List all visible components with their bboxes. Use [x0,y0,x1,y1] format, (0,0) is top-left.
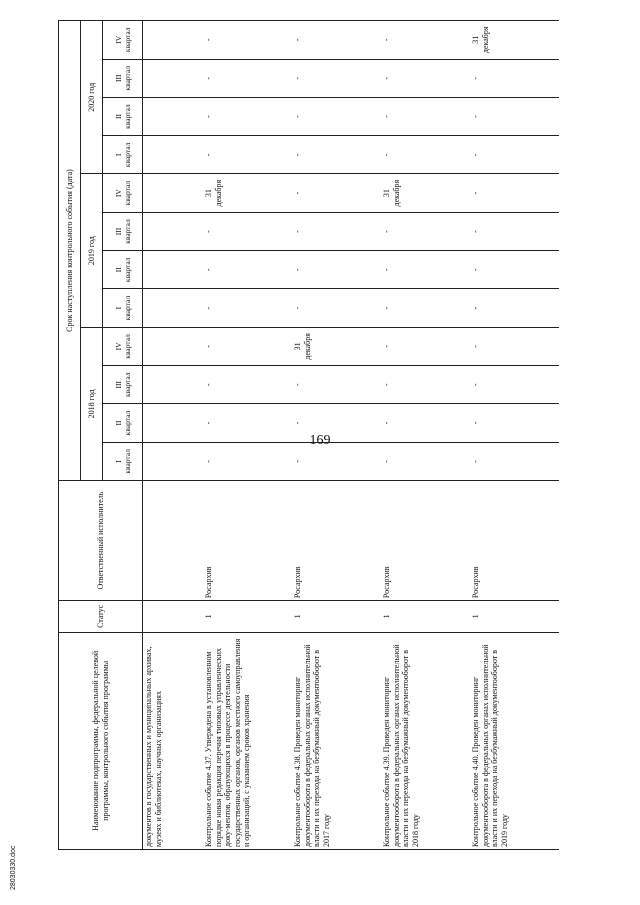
event-name: Контрольное событие 4.38. Проведен мониторинг документооборота в федеральных органах исполнительной власти и их перехода на безбумажный документооборот в 2017 году [292,632,381,849]
quarter-word: квартал [122,449,132,474]
header-quarter [103,21,143,60]
quarter-cell: - [203,251,292,289]
table-row [203,21,292,850]
quarter-cell: - [381,327,470,365]
quarter-word: квартал [122,295,132,321]
quarter-cell: - [470,59,559,97]
quarter-cell: - [470,251,559,289]
quarter-cell: - [381,21,470,60]
quarter-cell: 31 декабря [292,327,381,365]
header-quarter [103,97,143,135]
quarter-cell: - [203,366,292,404]
quarter-number: IV [113,35,123,44]
quarter-cell: - [470,366,559,404]
quarter-number: III [113,380,123,389]
quarter-cell: - [203,404,292,442]
quarter-cell: - [381,289,470,327]
quarter-cell: - [470,289,559,327]
header-quarter [103,442,143,480]
quarter-cell: - [292,97,381,135]
event-status: 1 [292,601,381,632]
header-quarter [103,136,143,174]
quarter-cell: - [470,327,559,365]
quarter-cell: - [292,136,381,174]
header-quarter [103,251,143,289]
header-quarter [103,289,143,327]
header-year-2018: 2018 год [81,327,103,480]
quarter-word: квартал [122,372,132,398]
quarter-cell: - [381,136,470,174]
header-name-column: Наименование подпрограммы, федеральной целевой программы, контрольного события программы [59,632,143,849]
quarter-cell: 31 декабря [470,21,559,60]
quarter-cell: - [381,251,470,289]
quarter-number: IV [113,189,123,198]
quarter-cell: - [381,404,470,442]
event-name: Контрольное событие 4.40. Проведен мониторинг документооборота в федеральных органах исполнительной власти и их перехода на безбумажный документооборот в 2019 году [470,632,559,849]
quarter-cell: - [292,59,381,97]
quarter-cell: - [292,366,381,404]
quarter-cell: - [203,442,292,480]
quarter-cell: - [470,404,559,442]
quarter-word: квартал [122,104,132,129]
quarter-word: квартал [122,257,132,283]
quarter-cell: - [470,442,559,480]
event-name: Контрольное событие 4.37. Утверждена в установленном порядке новая редакция перечня типовых управленческих доку-ментов, образующихся в процессе деятельности государственных органов, органов местного самоуправления и организаций, с указанием сроков хранения [203,632,292,849]
quarter-cell: - [203,289,292,327]
quarter-word: квартал [122,410,132,436]
quarter-cell: - [470,212,559,250]
event-status: 1 [203,601,292,632]
quarter-number: I [113,306,123,310]
event-responsible: Росархив [203,481,292,601]
quarter-number: III [113,227,123,236]
quarter-cell: - [292,289,381,327]
header-period-title: Срок наступления контрольного события (дата) [59,21,81,481]
quarter-number: III [113,74,123,82]
continuation-row [143,21,204,850]
event-name: Контрольное событие 4.39. Проведен мониторинг документооборота в федеральных органах исполнительной власти и их перехода на безбумажный документооборот в 2018 году [381,632,470,849]
header-quarter [103,59,143,97]
footer-doc-name: 28030330.doc [10,845,17,890]
quarter-cell: - [292,404,381,442]
control-events-table-wrapper [58,20,582,850]
header-year-2020: 2020 год [81,21,103,175]
table-row [381,21,470,850]
quarter-word: квартал [122,65,132,91]
header-status-column: Статус [59,601,143,632]
event-status: 1 [381,601,470,632]
quarter-cell: - [203,327,292,365]
quarter-word: квартал [122,27,132,53]
quarter-number: I [113,460,123,463]
quarter-word: квартал [122,219,132,244]
quarter-cell: - [292,21,381,60]
quarter-cell: - [203,212,292,250]
quarter-cell: - [470,174,559,212]
quarter-cell: - [292,251,381,289]
header-year-2019: 2019 год [81,174,103,327]
table-row [470,21,559,850]
quarter-cell: - [203,97,292,135]
quarter-cell: - [470,136,559,174]
quarter-word: квартал [122,180,132,206]
header-quarter [103,212,143,250]
quarter-cell: - [381,97,470,135]
quarter-number: II [113,420,123,426]
control-events-table [58,20,559,850]
quarter-cell: - [381,442,470,480]
quarter-cell: - [203,59,292,97]
event-responsible: Росархив [470,481,559,601]
quarter-cell: - [381,59,470,97]
quarter-cell: - [292,442,381,480]
quarter-number: I [113,153,123,157]
quarter-cell: 31 декабря [203,174,292,212]
header-quarter [103,366,143,404]
quarter-number: II [113,114,123,120]
quarter-number: IV [113,342,123,351]
quarter-number: II [113,267,123,273]
event-status: 1 [470,601,559,632]
header-quarter [103,404,143,442]
quarter-cell: - [292,174,381,212]
quarter-cell: - [470,97,559,135]
page-number: 169 [309,433,331,448]
quarter-cell: 31 декабря [381,174,470,212]
quarter-word: квартал [122,142,132,168]
continuation-text: документов в государственных и муниципальных архивах, музеях и библиотеках, научных организациях [143,632,204,849]
table-row [292,21,381,850]
quarter-cell: - [381,366,470,404]
quarter-cell: - [203,21,292,60]
quarter-cell: - [203,136,292,174]
header-responsible-column: Ответственный исполнитель [59,481,143,601]
quarter-word: квартал [122,334,132,359]
event-responsible: Росархив [292,481,381,601]
header-quarter [103,174,143,212]
event-responsible: Росархив [381,481,470,601]
header-quarter [103,327,143,365]
quarter-cell: - [292,212,381,250]
quarter-cell: - [381,212,470,250]
